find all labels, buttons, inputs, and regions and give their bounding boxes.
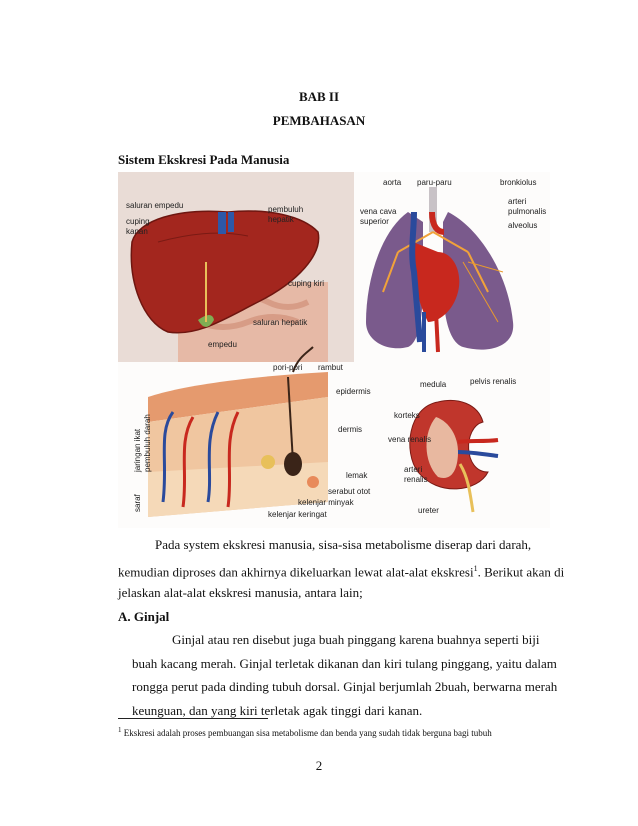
label-dermis: dermis <box>338 425 363 434</box>
label-arteri-pulmonalis-2: pulmonalis <box>508 207 547 216</box>
label-pembuluh-hepatik-1: pembuluh <box>268 205 304 214</box>
para1-line2b: . Berikut akan di <box>477 564 565 580</box>
label-paru-paru: paru-paru <box>417 178 452 187</box>
skin-illustration <box>148 347 328 517</box>
label-pori-pori: pori-pori <box>273 363 303 372</box>
subheading-ginjal: A. Ginjal <box>118 609 170 624</box>
label-lemak: lemak <box>346 471 368 480</box>
para2-line4: keunguan, dan yang kiri terletak agak tinggi dari kanan. <box>132 703 423 718</box>
chapter-label: BAB II <box>298 89 340 104</box>
label-alveolus: alveolus <box>508 221 538 230</box>
label-cuping-kanan-2: kanan <box>126 227 148 236</box>
label-cuping-kiri: cuping kiri <box>288 279 325 288</box>
footnote <box>118 726 558 738</box>
label-epidermis: epidermis <box>336 387 371 396</box>
para1-line2a: kemudian diproses dan akhirnya dikeluarkan lewat alat-alat ekskresi <box>118 564 474 580</box>
excretory-organs-figure <box>118 172 550 528</box>
label-ureter: ureter <box>418 506 439 515</box>
section-heading: Sistem Ekskresi Pada Manusia <box>118 152 290 167</box>
footnote-number: 1 <box>118 726 122 734</box>
label-pembuluh-darah: pembuluh darah <box>143 414 152 472</box>
label-pembuluh-hepatik-2: hepatik <box>268 215 294 224</box>
label-bronkiolus: bronkiolus <box>500 178 537 187</box>
label-vena-renalis: vena renalis <box>388 435 432 444</box>
label-aorta: aorta <box>383 178 402 187</box>
kidney-illustration <box>410 400 498 512</box>
label-saraf: saraf <box>133 494 142 512</box>
label-vena-cava-1: vena cava <box>360 207 397 216</box>
label-kelenjar-minyak: kelenjar minyak <box>298 498 354 507</box>
label-saluran-hepatik: saluran hepatik <box>253 318 308 327</box>
label-arteri-renalis-1: arteri <box>404 465 423 474</box>
footnote-separator <box>118 718 268 719</box>
label-saluran-empedu: saluran empedu <box>126 201 184 210</box>
para1-line3: jelaskan alat-alat ekskresi manusia, antara lain; <box>118 585 363 600</box>
label-medula: medula <box>420 380 447 389</box>
para2-line1: Ginjal atau ren disebut juga buah pinggang karena buahnya seperti biji <box>172 632 540 647</box>
label-kelenjar-keringat: kelenjar keringat <box>268 510 327 519</box>
label-jaringan-ikat: jaringan ikat <box>133 428 142 472</box>
label-cuping-kanan-1: cuping <box>126 217 150 226</box>
label-arteri-renalis-2: renalis <box>404 475 428 484</box>
para2-line2: buah kacang merah. Ginjal terletak dikanan dan kiri tulang pinggang, yaitu dalam <box>132 656 557 671</box>
label-empedu: empedu <box>208 340 237 349</box>
para2-line3: rongga perut pada dinding tubuh dorsal. Ginjal berjumlah 2buah, berwarna merah <box>132 679 558 694</box>
label-vena-cava-2: superior <box>360 217 389 226</box>
chapter-title: PEMBAHASAN <box>272 113 366 128</box>
para1-line1: Pada system ekskresi manusia, sisa-sisa metabolisme diserap dari darah, <box>155 537 532 552</box>
label-korteks: korteks <box>394 411 420 420</box>
page-number: 2 <box>315 758 323 773</box>
label-rambut: rambut <box>318 363 343 372</box>
label-serabut-otot: serabut otot <box>328 487 371 496</box>
label-pelvis-renalis: pelvis renalis <box>470 377 517 386</box>
footnote-text: Ekskresi adalah proses pembuangan sisa metabolisme dan benda yang sudah tidak berguna bagi tubuh <box>123 728 492 738</box>
label-arteri-pulmonalis-1: arteri <box>508 197 527 206</box>
footnote-ref[interactable]: 1 <box>473 564 478 573</box>
